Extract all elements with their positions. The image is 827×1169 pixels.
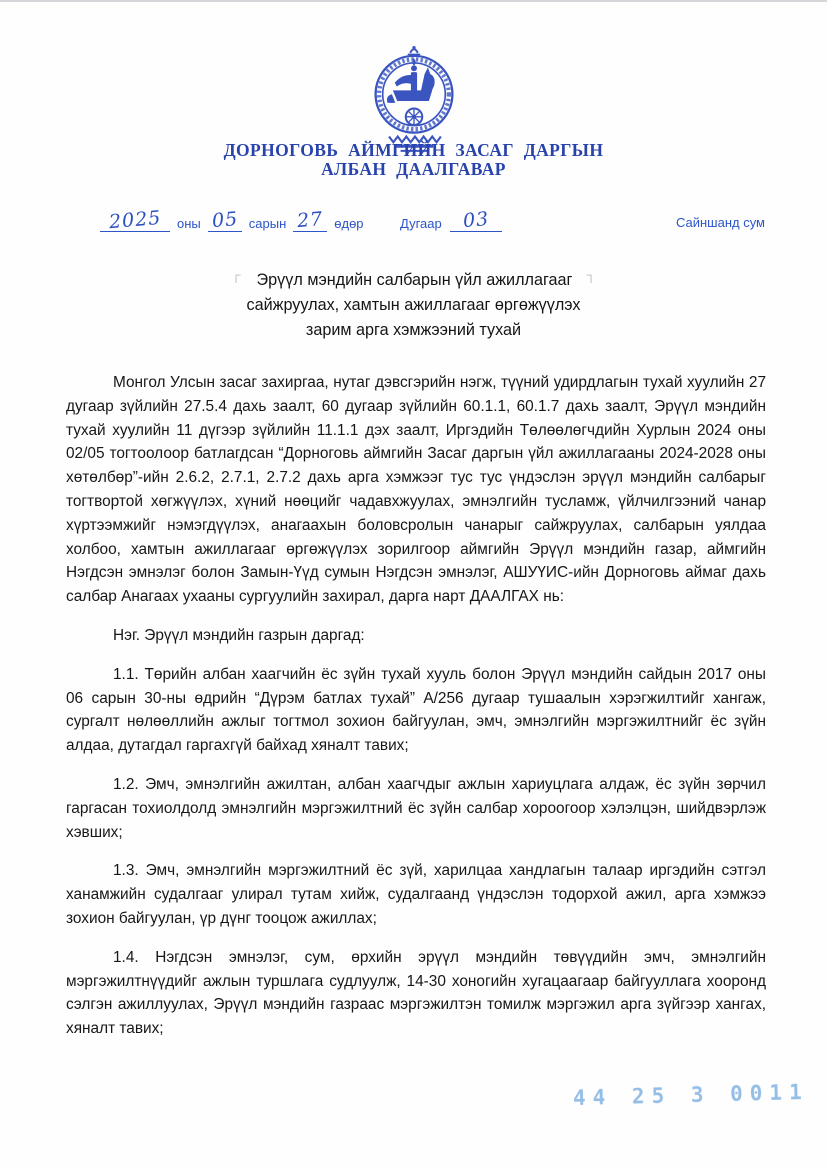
number-value-handwritten: 03 <box>461 207 490 233</box>
day-value-handwritten: 27 <box>296 207 325 233</box>
intro-paragraph: Монгол Улсын засаг захиргаа, нутаг дэвсгэрийн нэгж, түүний удирдлагын тухай хуулийн 27 дугаар зүйлийн 27.5.4 дахь заалт, 60 дугаар зүйлийн 60.1.1, 60.1.7 дахь заалт, Эрүүл мэндийн тухай хуулийн 11 дүгээр зүйлийн 11.1.1 дэх заалт, Иргэдийн Төлөөлөгчдийн Хурлын 2024 оны 02/05 тогтоолоор батлагдсан “Дорноговь аймгийн Засаг даргын үйл ажиллагааны 2024-2028 оны хөтөлбөр”-ийн 2.6.2, 2.7.1, 2.7.2 дахь арга хэмжээг тус тус үндэслэн эрүүл мэндийн салбарыг тогтвортой хөгжүүлэх, хүний нөөцийг чадавхжуулах, эмнэлгийн тусламж, үйлчилгээний чанар хүртээмжийг нэмэгдүүлэх, анагаахын боловсролын чанарыг сайжруулах, салбарын уялдаа холбоо, хамтын ажиллагааг өргөжүүлэх зорилгоор аймгийн Эрүүл мэндийн газар, аймгийн Нэгдсэн эмнэлэг болон Замын-Үүд сумын Нэгдсэн эмнэлэг, АШУҮИС-ийн Дорноговь аймаг дахь салбар Анагаах ухааны сургуулийн захирал, дарга нарт ДААЛГАХ нь: <box>66 374 766 606</box>
year-label: оны <box>177 216 201 231</box>
clause-1-4: 1.4. Нэгдсэн эмнэлэг, сум, өрхийн эрүүл мэндийн төвүүдийн эмч, эмнэлгийн мэргэжилтнүүдийг ажлын туршлага судлуулж, 14-30 хоногийн хугацаагаар байгууллага хооронд сэлгэн ажиллуулах, Эрүүл мэндийн газраас мэргэжилтэн томилж мэргэжил арга зүйгээр хангах, хяналт тавих; <box>66 948 766 1038</box>
clause-1-1: 1.1. Төрийн албан хаагчийн ёс зүйн тухай хууль болон Эрүүл мэндийн сайдын 2017 оны 06 сарын 30-ны өдрийн “Дүрэм батлах тухай” А/256 дугаар тушаалын хэрэгжилтийг хангаж, сургалт нөлөөллийн ажлыг тогтмол зохион байгуулан, эмч, эмнэлгийн мэргэжилтнийг ёс зүйн алдаа, дутагдал гаргахгүй байхад хяналт тавих; <box>66 665 766 755</box>
crop-mark-right: ┐ <box>586 267 596 282</box>
registration-stamp: 44 25 3 0011 <box>572 1079 809 1111</box>
clause-1-2: 1.2. Эмч, эмнэлгийн ажилтан, албан хаагчдыг ажлын хариуцлага алдаж, ёс зүйн зөрчил гаргасан тохиолдолд эмнэлгийн мэргэжилтний ёс зүйн салбар хороогоор хэлэлцэн, шийдвэрлэж хэвших; <box>66 775 766 841</box>
crop-mark-left: ┌ <box>231 267 241 282</box>
month-field <box>208 207 242 233</box>
month-label: сарын <box>248 216 287 231</box>
document-title <box>0 268 827 343</box>
month-value-handwritten: 05 <box>210 207 239 233</box>
org-line1: ДОРНОГОВЬ АЙМГИЙН ЗАСАГ ДАРГЫН <box>223 140 604 160</box>
scan-edge <box>0 0 827 2</box>
day-label: өдөр <box>334 216 364 231</box>
document-number <box>400 207 502 233</box>
org-line2: АЛБАН ДААЛГАВАР <box>321 159 506 179</box>
title-line3: зарим арга хэмжээний тухай <box>305 321 522 339</box>
year-field <box>100 206 170 234</box>
title-line1: ┌ Эрүүл мэндийн салбарын үйл ажиллагааг ┐ <box>231 267 596 289</box>
date-fields <box>100 206 364 234</box>
year-value-handwritten: 2025 <box>107 206 163 234</box>
document-body <box>66 371 766 1056</box>
section-one-heading: Нэг. Эрүүл мэндийн газрын даргад: <box>113 626 365 644</box>
location: Сайншанд сум <box>675 215 765 230</box>
number-label: Дугаар <box>400 216 442 231</box>
dateline <box>0 198 827 240</box>
day-field <box>293 207 327 233</box>
title-line2: сайжруулах, хамтын ажиллагааг өргөжүүлэх <box>246 296 581 314</box>
clause-1-3: 1.3. Эмч, эмнэлгийн мэргэжилтний ёс зүй, харилцаа хандлагын талаар иргэдийн сэтгэл ханамжийн судалгааг улирал тутам хийж, судалгаанд үндэслэн тодорхой ажил, арга хэмжээ зохион байгуулан, үр дүнг тооцож ажиллах; <box>66 862 766 927</box>
issuing-authority <box>0 141 827 179</box>
number-field <box>450 207 502 233</box>
